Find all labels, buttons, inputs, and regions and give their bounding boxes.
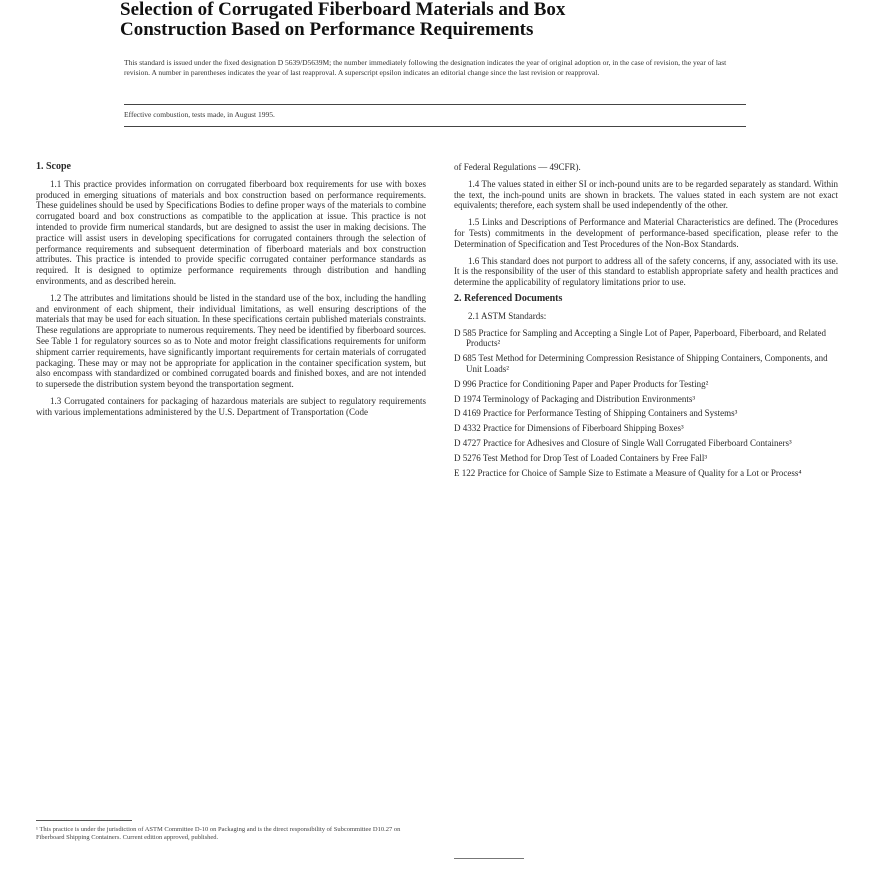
reference-item: D 4332 Practice for Dimensions of Fiberboard Shipping Boxes³ xyxy=(454,423,684,434)
reference-item: D 996 Practice for Conditioning Paper and Paper Products for Testing² xyxy=(454,378,709,389)
reference-item: D 4727 Practice for Adhesives and Closure of Single Wall Corrugated Fiberboard Containers³ xyxy=(454,437,792,448)
subsection-astm-standards: 2.1 ASTM Standards: xyxy=(468,310,547,321)
document-title xyxy=(120,0,760,40)
paragraph-1-4: 1.4 The values stated in either SI or inch-pound units are to be regarded separately as standard. Within the text, the inch-pound units are shown in brackets. The values stated in each system are not exact equivalents; therefore, each system shall be used independently of the other. xyxy=(454,178,838,211)
paragraph-1-2: 1.2 The attributes and limitations should be listed in the standard use of the box, including the handling and environment of each shipment, their individual limitations, as well ensuring descriptions of the materials that may be used for each situation. In these specifications certain published materials constraints. These regulations are appropriate to numerous requirements. They need be identified by fiberboard sources. See Table 1 for regulatory sources so as to Note and motor freight classifications requirements for uniform shipment carrier requirements, have significantly important requirements for certain materials of corrugated packaging. These may or may not be appropriate for application in the container specification system, but also encompass with standardized or combined corrugated boards and finished boxes, and are not intended to supersede the distribution system beyond the transportation segment. xyxy=(36,292,426,390)
left-column xyxy=(36,162,426,424)
section-heading-scope: 1. Scope xyxy=(36,161,71,172)
reference-item: D 4169 Practice for Performance Testing of Shipping Containers and Systems³ xyxy=(454,408,738,419)
reference-list xyxy=(454,328,838,479)
title-line-2: Construction Based on Performance Requirements xyxy=(120,19,534,40)
reference-item: D 5276 Test Method for Drop Test of Loaded Containers by Free Fall³ xyxy=(454,452,708,463)
paragraph-1-6: 1.6 This standard does not purport to address all of the safety concerns, if any, associated with its use. It is the responsibility of the user of this standard to establish appropriate safety and health practices and determine the applicability of regulatory limitations prior to use. xyxy=(454,255,838,288)
paragraph-1-5: 1.5 Links and Descriptions of Performance and Material Characteristics are defined. The (Procedures for Tests) commitments in the development of performance-based specification, please refer to the Determination of Specification and Test Procedures of the Non-Box Standards. xyxy=(454,217,838,249)
right-column xyxy=(454,162,838,482)
header-rule-bottom xyxy=(124,126,746,127)
header-rule-top xyxy=(124,104,746,105)
right-footnote-rule xyxy=(454,858,524,859)
title-line-1: Selection of Corrugated Fiberboard Materials and Box xyxy=(120,0,566,20)
footnote-rule xyxy=(36,820,132,821)
reference-item: D 685 Test Method for Determining Compression Resistance of Shipping Containers, Components, and Unit Loads² xyxy=(454,353,828,374)
paragraph-1-3: 1.3 Corrugated containers for packaging of hazardous materials are subject to regulatory requirements with various implementations administered by the U.S. Department of Transportation (Code xyxy=(36,395,426,417)
reference-item: E 122 Practice for Choice of Sample Size to Estimate a Measure of Quality for a Lot or Process⁴ xyxy=(454,467,802,478)
reference-item: D 1974 Terminology of Packaging and Distribution Environments³ xyxy=(454,393,696,404)
section-heading-referenced-documents: 2. Referenced Documents xyxy=(454,292,563,304)
keywords-line: Effective combustion, tests made, in August 1995. xyxy=(124,110,275,119)
designation-note: This standard is issued under the fixed designation D 5639/D5639M; the number immediately following the designation indicates the year of original adoption or, in the case of revision, the year of last revision. A number in parentheses indicates the year of last reapproval. A superscript epsilon indicates an editorial change since the last revision or reapproval. xyxy=(124,58,727,77)
footnote: ¹ This practice is under the jurisdiction of ASTM Committee D-10 on Packaging and is the direct responsibility of Subcommittee D10.27 on Fiberboard Shipping Containers. Current edition approved, published. xyxy=(36,826,401,841)
paragraph-1-1: 1.1 This practice provides information on corrugated fiberboard box requirements for use with boxes produced in emerging situations of materials and box construction based on performance requirements. These guidelines should be used by Specifications Bodies to define proper ways of the materials to combine corrugated board and box constructions as compatible to the application at issue. This practice is not intended to provide firm numerical standards, but are designed to assist the user in making decisions. The practice will assist users in developing specifications for corrugated containers through the selection of performance requirements and subsequent determination of fiberboard materials and box construction attributes. This practice is intended to provide specific corrugated container performance standards as required. It is designed to optimize performance requirements through distribution and handling environments, and as described herein. xyxy=(36,178,426,286)
paragraph-continuation: of Federal Regulations — 49CFR). xyxy=(454,162,581,172)
reference-item: D 585 Practice for Sampling and Accepting a Single Lot of Paper, Paperboard, Fiberboard, and Related Products² xyxy=(454,327,827,349)
